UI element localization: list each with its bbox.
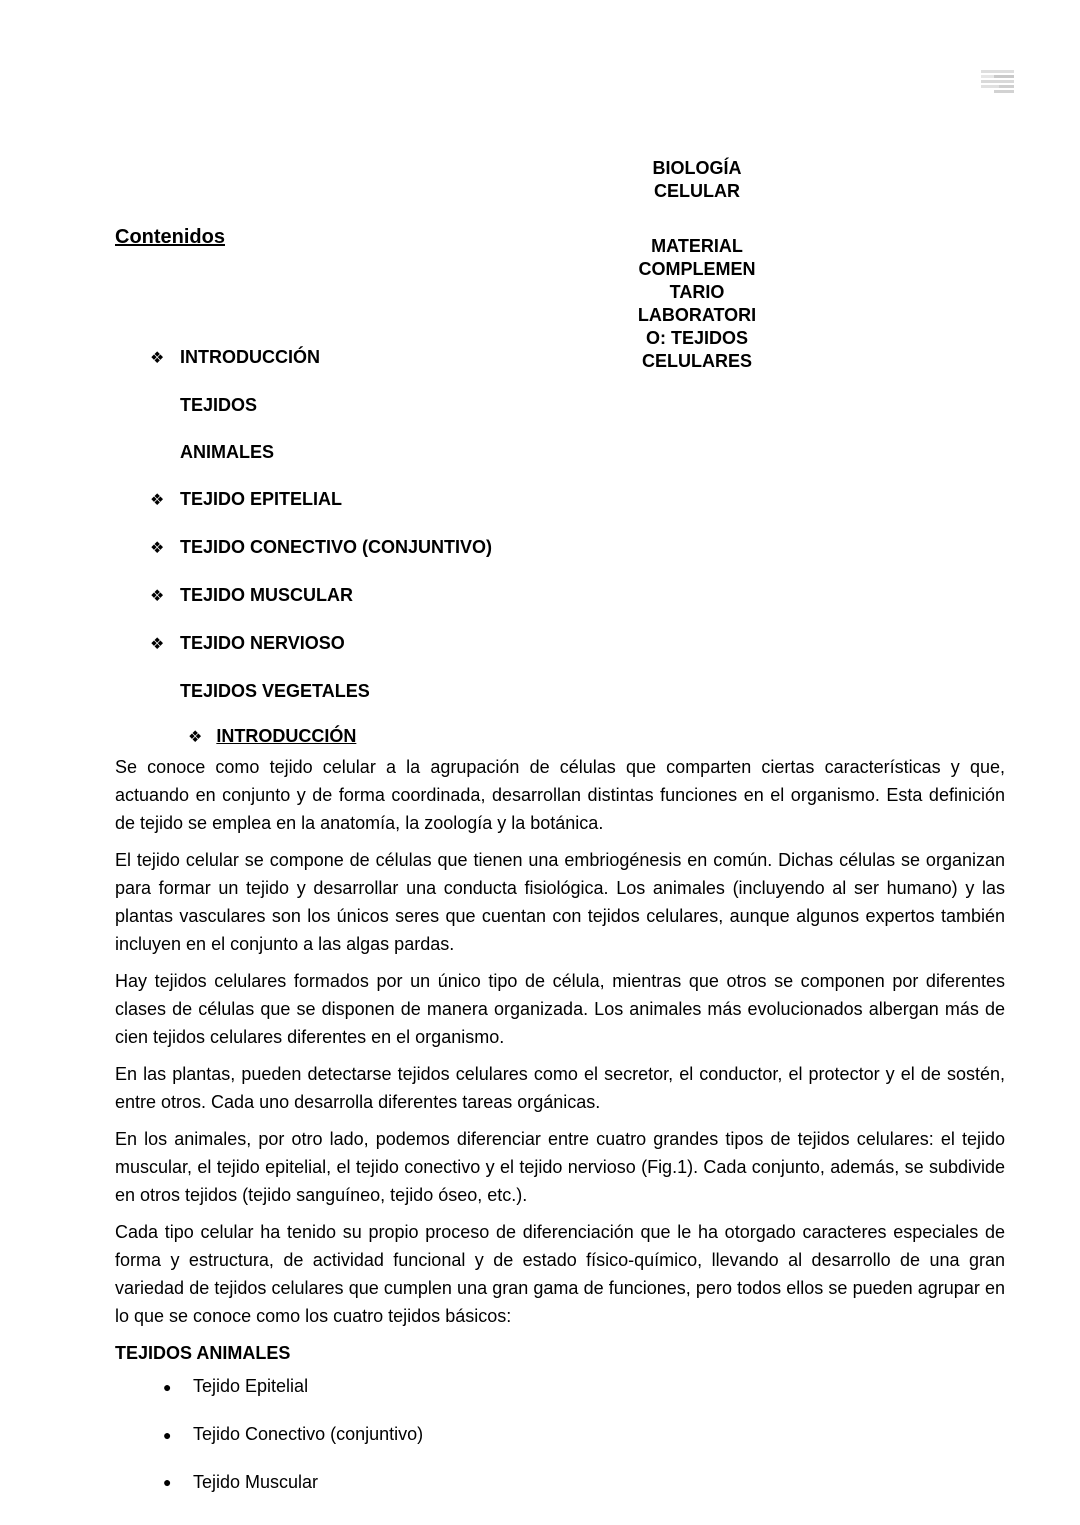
- toc-item-label: TEJIDOS VEGETALES: [180, 681, 370, 701]
- toc-item-label: ANIMALES: [180, 442, 274, 462]
- paragraph: Se conoce como tejido celular a la agrupación de células que comparten ciertas características y que, actuando en conjunto y de forma coordinada, desarrollan distintas funciones en el organismo. Esta definición de tejido se emplea en la anatomía, la zoología y la botánica.: [115, 757, 1005, 833]
- diamond-bullet-icon: ❖: [150, 588, 165, 605]
- diamond-bullet-icon: ❖: [150, 540, 165, 557]
- list-item: [115, 1473, 1005, 1493]
- list-item: [115, 1377, 1005, 1397]
- diamond-bullet-icon: ❖: [188, 729, 203, 746]
- table-of-contents: [115, 348, 815, 729]
- toc-item-label: TEJIDO CONECTIVO (CONJUNTIVO): [180, 537, 493, 557]
- toc-item: [115, 443, 815, 462]
- paragraph: En los animales, por otro lado, podemos diferenciar entre cuatro grandes tipos de tejidos celulares: el tejido muscular, el tejido epitelial, el tejido conectivo y el tejido nervioso (Fig.1). Cada conjunto, además, se subdivide en otros tejidos (tejido sanguíneo, tejido óseo, etc.).: [115, 1129, 1005, 1205]
- toc-item-label: TEJIDO MUSCULAR: [180, 585, 354, 605]
- toc-item-label: INTRODUCCIÓN: [180, 347, 320, 367]
- toc-item: [115, 634, 815, 654]
- paragraph: Cada tipo celular ha tenido su propio proceso de diferenciación que le ha otorgado caracteres especiales de forma y estructura, de actividad funcional y de estado físico-químico, llevando al desarrollo de una gran variedad de tejidos celulares que cumplen una gran gama de funciones, pero todos ellos se pueden agrupar en lo que se conoce como los cuatro tejidos básicos:: [115, 1222, 1005, 1326]
- course-title: BIOLOGÍA CELULAR: [652, 158, 742, 201]
- toc-item: [115, 490, 815, 510]
- dot-bullet-icon: ●: [163, 1426, 172, 1443]
- contents-heading: Contenidos: [115, 226, 225, 248]
- paragraph: En las plantas, pueden detectarse tejidos celulares como el secretor, el conductor, el protector y el de sostén, entre otros. Cada uno desarrolla diferentes tareas orgánicas.: [115, 1064, 1005, 1112]
- subsection-heading-tejidos-animales: TEJIDOS ANIMALES: [115, 1343, 291, 1363]
- material-title: MATERIAL COMPLEMEN TARIO LABORATORI O: TEJIDOS CELULARES: [637, 236, 757, 371]
- toc-item-label: TEJIDO NERVIOSO: [180, 633, 345, 653]
- toc-item: [115, 348, 815, 368]
- toc-item-label: TEJIDO EPITELIAL: [180, 489, 343, 509]
- list-item-label: Tejido Epitelial: [193, 1376, 309, 1396]
- section-heading-introduccion: [188, 726, 356, 748]
- diamond-bullet-icon: ❖: [150, 492, 165, 509]
- paragraph: El tejido celular se compone de células que tienen una embriogénesis en común. Dichas células se organizan para formar un tejido y desarrollar una conducta fisiológica. Los animales (incluyendo al ser humano) y las plantas vasculares son los únicos seres que cuentan con tejidos celulares, aunque algunos expertos también incluyen en el conjunto a las algas pardas.: [115, 850, 1005, 954]
- paragraph: Hay tejidos celulares formados por un único tipo de célula, mientras que otros se componen por diferentes clases de células que se disponen de manera organizada. Los animales más evolucionados albergan más de cien tejidos celulares diferentes en el organismo.: [115, 971, 1005, 1047]
- diamond-bullet-icon: ❖: [150, 636, 165, 653]
- toc-item: [115, 538, 815, 558]
- dot-bullet-icon: ●: [163, 1378, 172, 1395]
- dot-bullet-icon: ●: [163, 1474, 172, 1491]
- toc-item-label: TEJIDOS: [180, 395, 258, 415]
- list-item-label: Tejido Muscular: [193, 1471, 319, 1492]
- section-heading-label: INTRODUCCIÓN: [216, 726, 357, 746]
- toc-item: [115, 396, 815, 415]
- list-item-label: Tejido Conectivo (conjuntivo): [193, 1423, 424, 1444]
- faded-text-lines-icon: [981, 70, 1014, 96]
- animal-tissue-list: [115, 1377, 1005, 1492]
- toc-item: [115, 682, 815, 701]
- toc-item: [115, 586, 815, 606]
- body-text: [115, 753, 1005, 1520]
- diamond-bullet-icon: ❖: [150, 350, 165, 367]
- list-item: [115, 1425, 1005, 1445]
